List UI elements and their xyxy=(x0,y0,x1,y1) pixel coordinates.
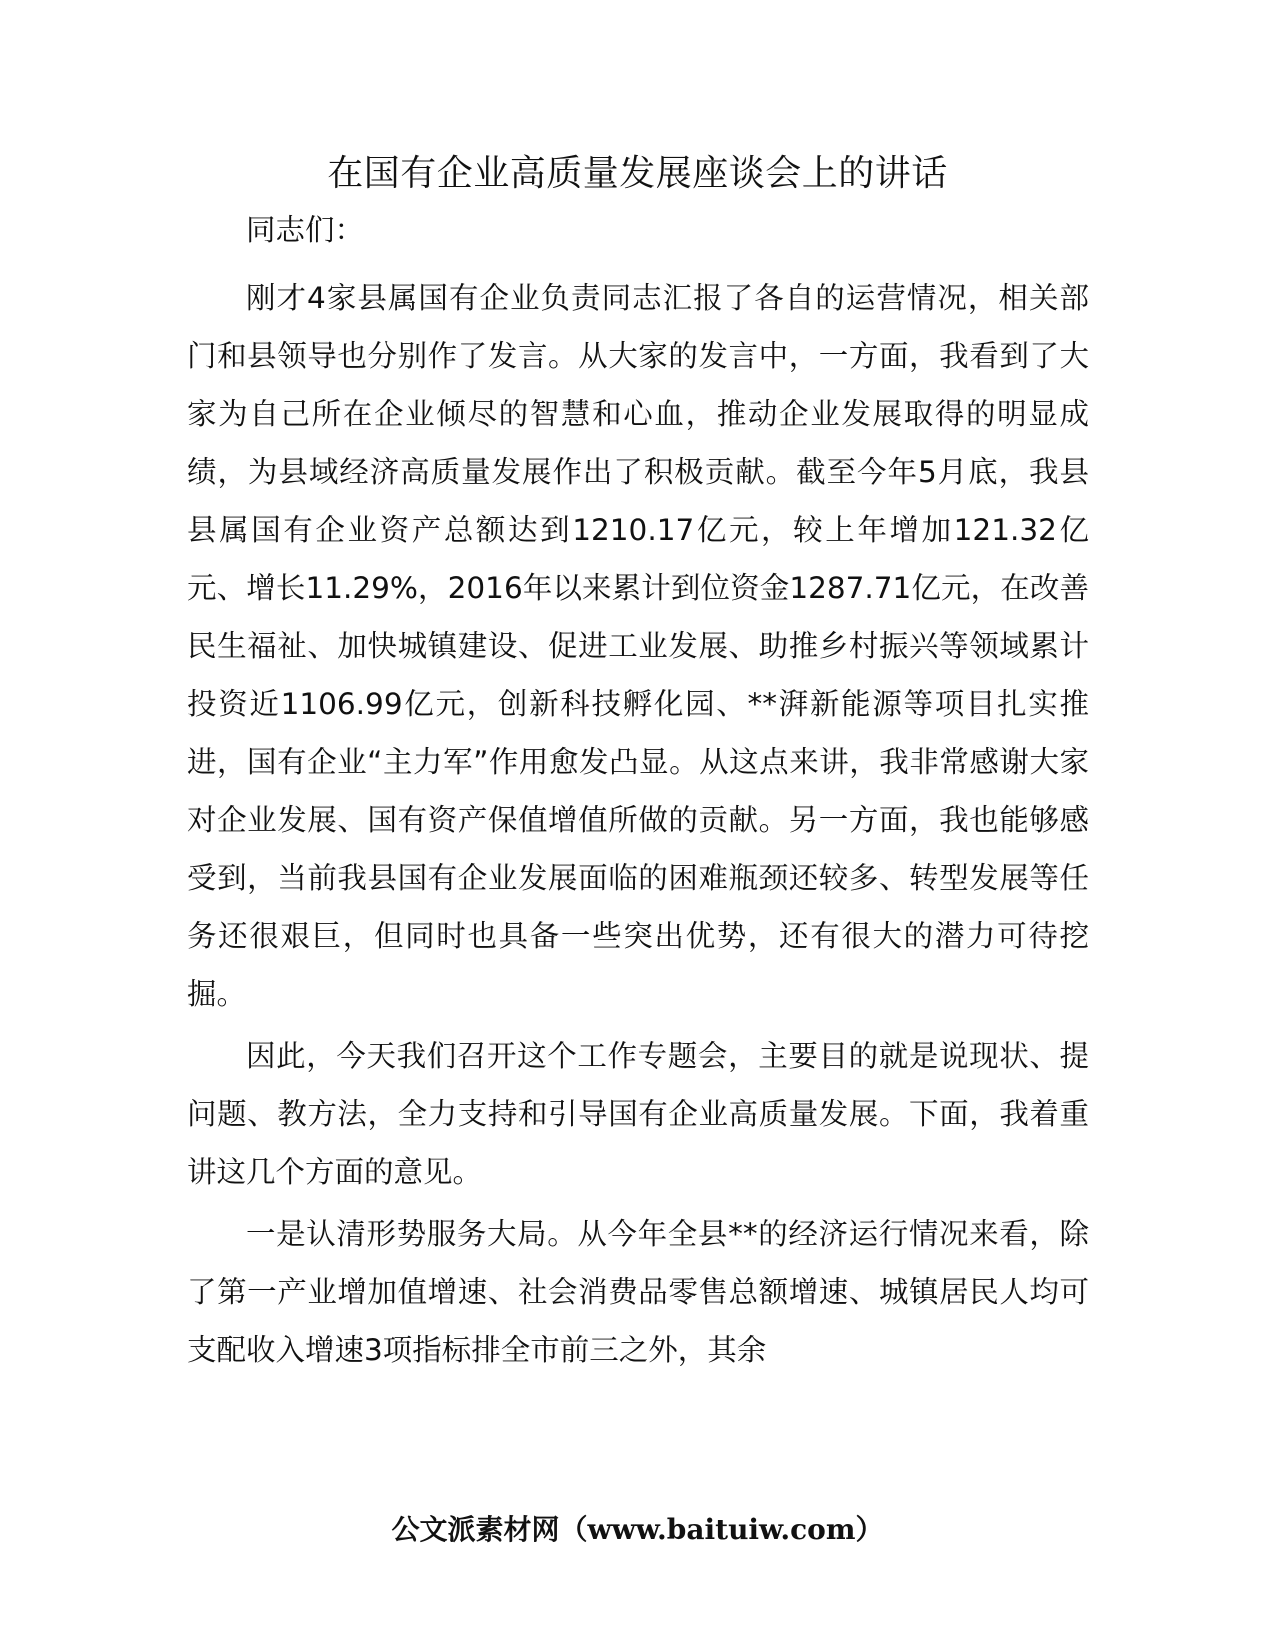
document-title: 在国有企业高质量发展座谈会上的讲话 xyxy=(327,153,948,194)
paragraph: 刚才4家县属国有企业负责同志汇报了各自的运营情况，相关部门和县领导也分别作了发言。从大家的发言中，一方面，我看到了大家为自己所在企业倾尽的智慧和心血，推动企业发展取得的明显成绩，为县域经济高质量发展作出了积极贡献。截至今年5月底，我县县属国有企业资产总额达到1210.17亿元，较上年增加121.32亿元、增长11.29%，2016年以来累计到位资金1287.71亿元，在改善民生福祉、加快城镇建设、促进工业发展、助推乡村振兴等领域累计投资近1106.99亿元，创新科技孵化园、**湃新能源等项目扎实推进，国有企业“主力军”作用愈发凸显。从这点来讲，我非常感谢大家对企业发展、国有资产保值增值所做的贡献。另一方面，我也能够感受到，当前我县国有企业发展面临的困难瓶颈还较多、转型发展等任务还很艰巨，但同时也具备一些突出优势，还有很大的潜力可待挖掘。 xyxy=(187,281,1089,1011)
paragraph: 一是认清形势服务大局。从今年全县**的经济运行情况来看，除了第一产业增加值增速、社会消费品零售总额增速、城镇居民人均可支配收入增速3项指标排全市前三之外，其余 xyxy=(187,1217,1089,1367)
paragraph: 因此，今天我们召开这个工作专题会，主要目的就是说现状、提问题、教方法，全力支持和引导国有企业高质量发展。下面，我着重讲这几个方面的意见。 xyxy=(187,1039,1089,1189)
document-body xyxy=(187,201,1089,1379)
salutation: 同志们： xyxy=(246,213,365,247)
footer-watermark: 公文派素材网（www.baituiw.com） xyxy=(391,1513,884,1546)
